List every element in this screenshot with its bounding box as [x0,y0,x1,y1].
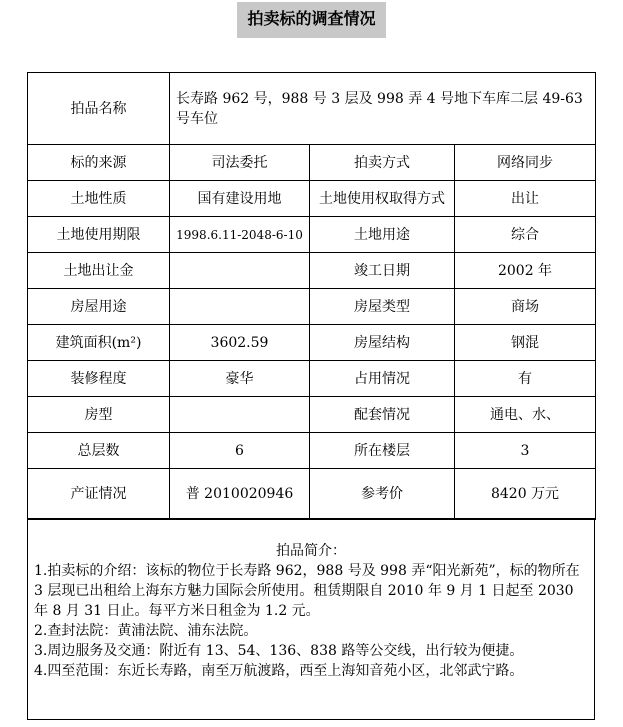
cell-value [170,253,310,289]
cell-label: 房屋用途 [28,289,170,325]
cell-value: 1998.6.11-2048-6-10 [170,217,310,253]
table-row [28,433,596,469]
cell-label: 拍卖方式 [310,145,455,181]
cell-value: 有 [455,361,596,397]
table-row [28,289,596,325]
cell-label: 竣工日期 [310,253,455,289]
intro-paragraph: 1.拍卖标的介绍：该标的物位于长寿路 962，988 号及 998 弄“阳光新苑”，标的物所在 3 层现已出租给上海东方魅力国际会所使用。租赁期限自 2010 年 9 月 1 日起至 2030 年 8 月 31 日止。每平方米日租金为 1.2 元。 [34,563,580,619]
cell-label: 装修程度 [28,361,170,397]
item-name-value: 长寿路 962 号，988 号 3 层及 998 弄 4 号地下车库二层 49-63 号车位 [170,73,596,145]
intro-paragraph: 2.查封法院：黄浦法院、浦东法院。 [34,623,258,639]
intro-paragraph: 3.周边服务及交通：附近有 13、54、136、838 路等公交线，出行较为便捷。 [34,643,524,659]
cell-value: 3 [455,433,596,469]
cell-label: 标的来源 [28,145,170,181]
item-intro-box [27,518,595,720]
page-title: 拍卖标的调查情况 [237,2,385,38]
table-row [28,325,596,361]
cell-label: 土地使用期限 [28,217,170,253]
table-row [28,181,596,217]
intro-title: 拍品简介： [276,543,346,559]
cell-value: 国有建设用地 [170,181,310,217]
cell-value: 2002 年 [455,253,596,289]
intro-body [28,561,594,681]
table-row-item-name [28,73,596,145]
cell-label: 房型 [28,397,170,433]
cell-value: 出让 [455,181,596,217]
cell-value: 网络同步 [455,145,596,181]
cell-value: 普 2010020946 [170,469,310,520]
cell-label: 建筑面积(m²) [28,325,170,361]
table-row [28,397,596,433]
cell-value: 商场 [455,289,596,325]
cell-label: 产证情况 [28,469,170,520]
cell-label: 占用情况 [310,361,455,397]
cell-value: 综合 [455,217,596,253]
cell-label: 土地性质 [28,181,170,217]
cell-label: 土地出让金 [28,253,170,289]
intro-paragraph: 4.四至范围：东近长寿路，南至万航渡路，西至上海知音苑小区，北邻武宁路。 [34,663,524,679]
cell-value: 3602.59 [170,325,310,361]
cell-label: 总层数 [28,433,170,469]
cell-value: 8420 万元 [455,469,596,520]
cell-label: 土地用途 [310,217,455,253]
table-row [28,217,596,253]
table-row [28,145,596,181]
cell-value: 钢混 [455,325,596,361]
cell-value: 通电、水、 [455,397,596,433]
cell-value [170,289,310,325]
table-row [28,361,596,397]
cell-label: 土地使用权取得方式 [310,181,455,217]
cell-value: 豪华 [170,361,310,397]
item-name-label: 拍品名称 [28,73,170,145]
cell-label: 房屋类型 [310,289,455,325]
table-row [28,253,596,289]
cell-value: 6 [170,433,310,469]
auction-info-table [27,72,596,520]
table-row [28,469,596,520]
cell-value [170,397,310,433]
cell-label: 参考价 [310,469,455,520]
cell-label: 所在楼层 [310,433,455,469]
cell-label: 配套情况 [310,397,455,433]
cell-label: 房屋结构 [310,325,455,361]
cell-value: 司法委托 [170,145,310,181]
